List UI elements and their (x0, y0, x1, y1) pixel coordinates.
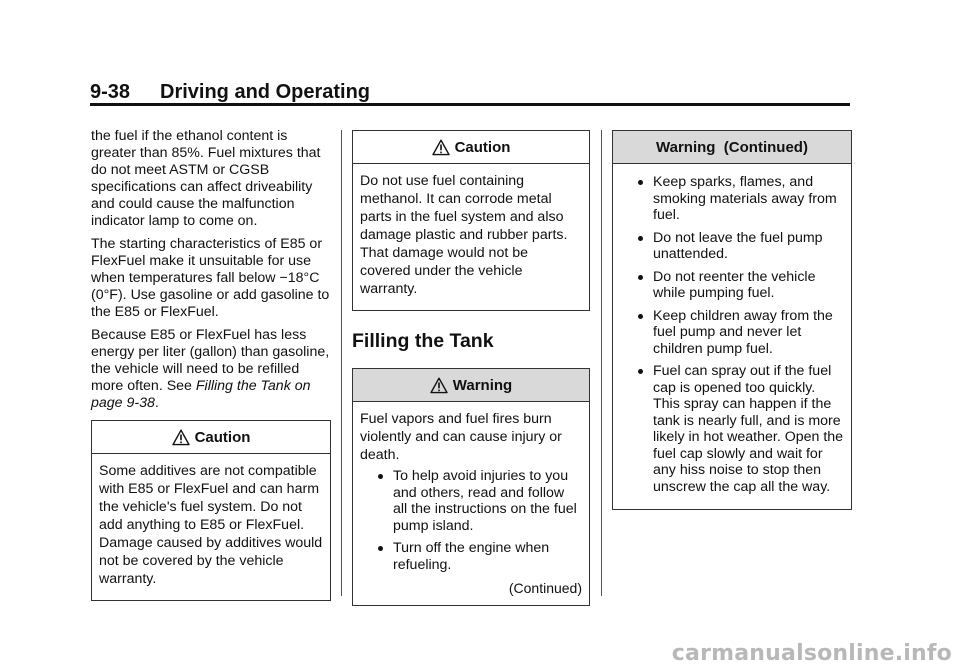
column-3 (612, 128, 852, 510)
warning-header (613, 131, 851, 164)
continued-label: (Continued) (508, 580, 582, 596)
caution-icon (432, 139, 450, 156)
bullet-icon (638, 236, 643, 241)
column-divider (601, 130, 602, 596)
list-item-text: Turn off the engine when refueling. (393, 540, 550, 573)
warning-title: Warning (Continued) (656, 138, 808, 156)
bullet-icon (638, 275, 643, 280)
paragraph: The starting characteristics of E85 or FlexFuel make it unsuitable for use when temperatures fall below −18°C (0°F). Use gasoline or add gasoline to the E85 or FlexFuel. (91, 236, 330, 320)
list-item (374, 468, 582, 534)
bullet-icon (638, 369, 643, 374)
warning-list (360, 468, 582, 573)
warning-box (352, 368, 590, 606)
watermark: carmanualsonline.info (671, 641, 952, 666)
list-item-text: To help avoid injuries to you and others, read and follow all the instructions on the fuel pump island. (393, 468, 577, 534)
list-item (374, 540, 582, 573)
paragraph (91, 327, 331, 412)
warning-title: Warning (452, 376, 513, 394)
list-item-text: Do not leave the fuel pump unattended. (653, 229, 823, 262)
cross-reference-link[interactable]: Filling the Tank on page 9-38 (91, 378, 311, 411)
caution-box (91, 420, 331, 601)
list-item-text: Keep children away from the fuel pump and never let children pump fuel. (653, 307, 833, 357)
paragraph-text: Because E85 or FlexFuel has less energy per liter (gallon) than gasoline, the vehicle will need to be refilled more often. See (91, 327, 330, 394)
subsection-heading: Filling the Tank (352, 330, 494, 352)
page-header (90, 80, 850, 104)
caution-icon (172, 429, 190, 446)
list-item (634, 174, 844, 224)
section-title: Driving and Operating (160, 81, 371, 103)
caution-text: Some additives are not compatible with E85 or FlexFuel and can harm the vehicle's fuel system. Do not add anything to E85 or FlexFuel. Damage caused by additives would not be covered by the vehicle warranty. (99, 463, 323, 587)
column-2 (352, 128, 590, 606)
caution-text: Do not use fuel containing methanol. It can corrode metal parts in the fuel system and also damage plastic and rubber parts. That damage would not be covered under the vehicle warranty. (360, 173, 568, 297)
bullet-icon (378, 546, 383, 551)
warning-icon (430, 377, 448, 394)
warning-list (620, 174, 844, 495)
caution-header (92, 421, 330, 454)
bullet-icon (378, 474, 383, 479)
paragraph-end: . (154, 395, 159, 411)
list-item (634, 230, 844, 263)
list-item (634, 269, 844, 302)
caution-box (352, 130, 590, 311)
bullet-icon (638, 180, 643, 185)
list-item-text: Fuel can spray out if the fuel cap is opened too quickly. This spray can happen if the tank is nearly full, and is more likely in hot weather. Open the fuel cap slowly and wait for any hiss noise to stop then unscrew the cap all the way. (653, 363, 844, 495)
warning-header (353, 369, 589, 402)
page-number: 9-38 (90, 81, 131, 103)
caution-title: Caution (194, 428, 251, 446)
warning-intro: Fuel vapors and fuel fires burn violently and can cause injury or death. (360, 411, 562, 463)
column-divider (341, 130, 342, 596)
caution-header (353, 131, 589, 164)
list-item (634, 363, 844, 495)
warning-box (612, 130, 852, 510)
header-rule (90, 103, 850, 106)
bullet-icon (638, 314, 643, 319)
list-item-text: Do not reenter the vehicle while pumping fuel. (653, 268, 816, 301)
column-1 (91, 128, 331, 601)
list-item-text: Keep sparks, flames, and smoking materials away from fuel. (653, 174, 837, 223)
paragraph: the fuel if the ethanol content is greater than 85%. Fuel mixtures that do not meet ASTM or CGSB specifications can affect driveability and could cause the malfunction indicator lamp to come on. (91, 128, 321, 229)
caution-title: Caution (454, 138, 511, 156)
list-item (634, 308, 844, 358)
